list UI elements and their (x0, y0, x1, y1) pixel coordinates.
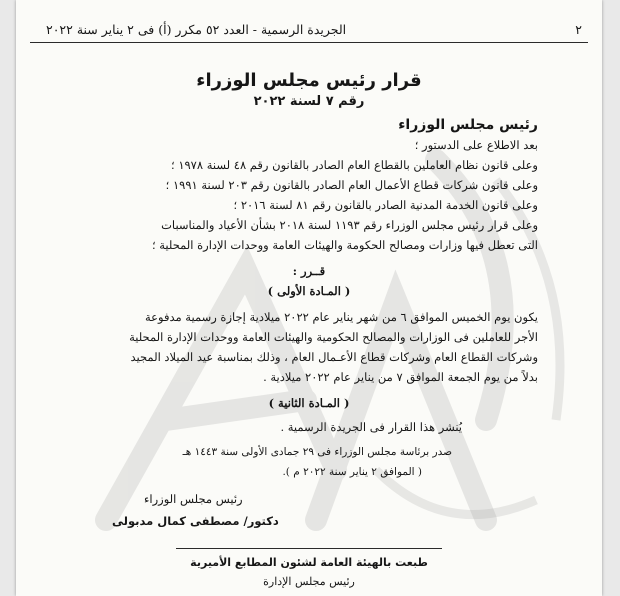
gazette-header (30, 22, 588, 42)
gazette-issue-line: الجريدة الرسمية - العدد ٥٢ مكرر (أ) فى ٢ يناير سنة ٢٠٢٢ (46, 22, 347, 37)
issuer-heading: رئيس مجلس الوزراء (398, 117, 538, 133)
page-number: ٢ (575, 22, 582, 37)
article1-line: الأجر للعاملين فى الوزارات والمصالح الحكومية والهيئات العامة ووحدات الإدارة المحلية (129, 330, 538, 344)
preamble-line: وعلى قانون نظام العاملين بالقطاع العام الصادر بالقانون رقم ٤٨ لسنة ١٩٧٨ ؛ (171, 158, 538, 172)
footer-divider (176, 548, 442, 549)
decided-heading: قــرر : (292, 264, 326, 278)
signature-role: رئيس مجلس الوزراء (144, 492, 243, 506)
article1-line: وشركات القطاع العام وشركات قطاع الأعـمال العام ، وذلك بمناسبة عيد الميلاد المجيد (130, 350, 538, 364)
issued-date-line: ( الموافق ٢ يناير سنة ٢٠٢٢ م ). (282, 466, 422, 478)
article1-line: بدلاً من يوم الجمعة الموافق ٧ من يناير عام ٢٠٢٢ ميلادية . (263, 370, 538, 384)
issued-line: صدر برئاسة مجلس الوزراء فى ٢٩ جمادى الأولى سنة ١٤٤٣ هـ (182, 446, 452, 458)
preamble-line: وعلى قانون شركات قطاع الأعمال العام الصادر بالقانون رقم ٢٠٣ لسنة ١٩٩١ ؛ (165, 178, 538, 192)
header-divider (30, 42, 588, 43)
article1-heading: ( المـادة الأولى ) (267, 284, 351, 298)
decree-title: قرار رئيس مجلس الوزراء (196, 70, 422, 91)
preamble-line: وعلى قانون الخدمة المدنية الصادر بالقانون رقم ٨١ لسنة ٢٠١٦ ؛ (233, 198, 538, 212)
decree-number: رقم ٧ لسنة ٢٠٢٢ (253, 94, 365, 109)
printer-line: طبعت بالهيئة العامة لشئون المطابع الأميرية (190, 556, 428, 569)
gazette-page (16, 0, 602, 596)
article2-heading: ( المـادة الثانية ) (268, 396, 350, 410)
preamble-line: وعلى قرار رئيس مجلس الوزراء رقم ١١٩٣ لسنة ٢٠١٨ بشأن الأعياد والمناسبات (161, 218, 538, 232)
article1-line: يكون يوم الخميس الموافق ٦ من شهر يناير عام ٢٠٢٢ ميلادية إجازة رسمية مدفوعة (144, 310, 538, 324)
printer-role: رئيس مجلس الإدارة (263, 575, 355, 588)
signature-name: دكتور/ مصطفى كمال مدبولى (112, 514, 279, 528)
preamble-line: التى تعطل فيها وزارات ومصالح الحكومة والهيئات العامة ووحدات الإدارة المحلية ؛ (151, 238, 538, 252)
article2-text: يُنشر هذا القرار فى الجريدة الرسمية . (280, 420, 462, 434)
preamble-line: بعد الاطلاع على الدستور ؛ (414, 138, 538, 152)
